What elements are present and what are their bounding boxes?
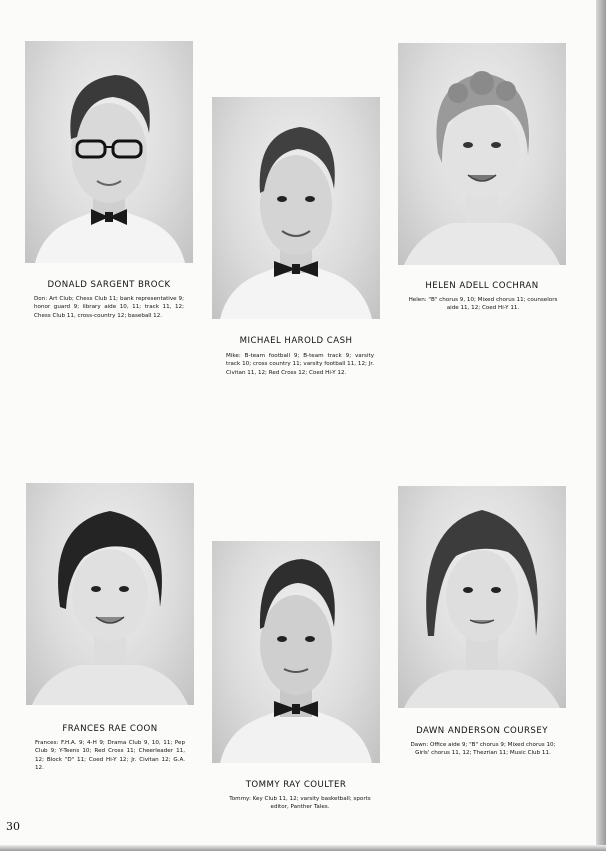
student-bio-brock: Don: Art Club; Chess Club 11; bank representative 9; honor guard 9; library aide 10, 11; track 11, 12; Chess Club 11, cross-country 12; baseball 12.: [34, 296, 184, 319]
portrait-photo-coon: [26, 483, 194, 705]
student-name-coursey: DAWN ANDERSON COURSEY: [416, 726, 548, 736]
student-bio-coursey: Dawn: Office aide 9; "B" chorus 9; Mixed chorus 10; Girls' chorus 11, 12; Thezrian 11; Music Club 11.: [410, 742, 556, 757]
portrait-photo-cochran: [398, 43, 566, 265]
portrait-photo-coulter: [212, 541, 380, 763]
portrait-photo-cash: [212, 97, 380, 319]
student-name-coon: FRANCES RAE COON: [62, 724, 158, 734]
portrait-photo-brock: [25, 41, 193, 263]
portrait-photo-coursey: [398, 486, 566, 708]
female-portrait-icon: [26, 483, 194, 705]
student-name-cash: MICHAEL HAROLD CASH: [239, 336, 353, 346]
student-bio-coon: Frances: F.H.A. 9; 4-H 9; Drama Club 9, 10, 11; Pep Club 9; Y-Teens 10; Red Cross 11; Cheerleader 11, 12; Block "D" 11; Coed Hi-Y 12; Jr. Civitan 12; G.A. 12.: [35, 740, 185, 772]
page-bottom-edge-shadow: [0, 845, 606, 851]
student-bio-cochran: Helen: "B" chorus 9, 10; Mixed chorus 11; counselors aide 11, 12; Coed Hi-Y 11.: [408, 297, 558, 312]
female-portrait-icon: [398, 486, 566, 708]
student-bio-cash: Mike: B-team football 9; B-team track 9; varsity track 10; cross country 11; varsity football 11, 12; Jr. Civitan 11, 12; Red Cross 12; Coed Hi-Y 12.: [226, 353, 374, 376]
male-portrait-icon: [212, 97, 380, 319]
page-number: 30: [6, 820, 20, 833]
student-name-brock: DONALD SARGENT BROCK: [47, 280, 171, 290]
student-name-coulter: TOMMY RAY COULTER: [245, 780, 347, 790]
student-name-cochran: HELEN ADELL COCHRAN: [425, 281, 539, 291]
page-edge-shadow: [596, 0, 606, 851]
male-portrait-icon: [212, 541, 380, 763]
male-portrait-icon: [25, 41, 193, 263]
student-bio-coulter: Tommy: Key Club 11, 12; varsity basketball; sports editor, Panther Tales.: [229, 796, 371, 811]
female-portrait-icon: [398, 43, 566, 265]
